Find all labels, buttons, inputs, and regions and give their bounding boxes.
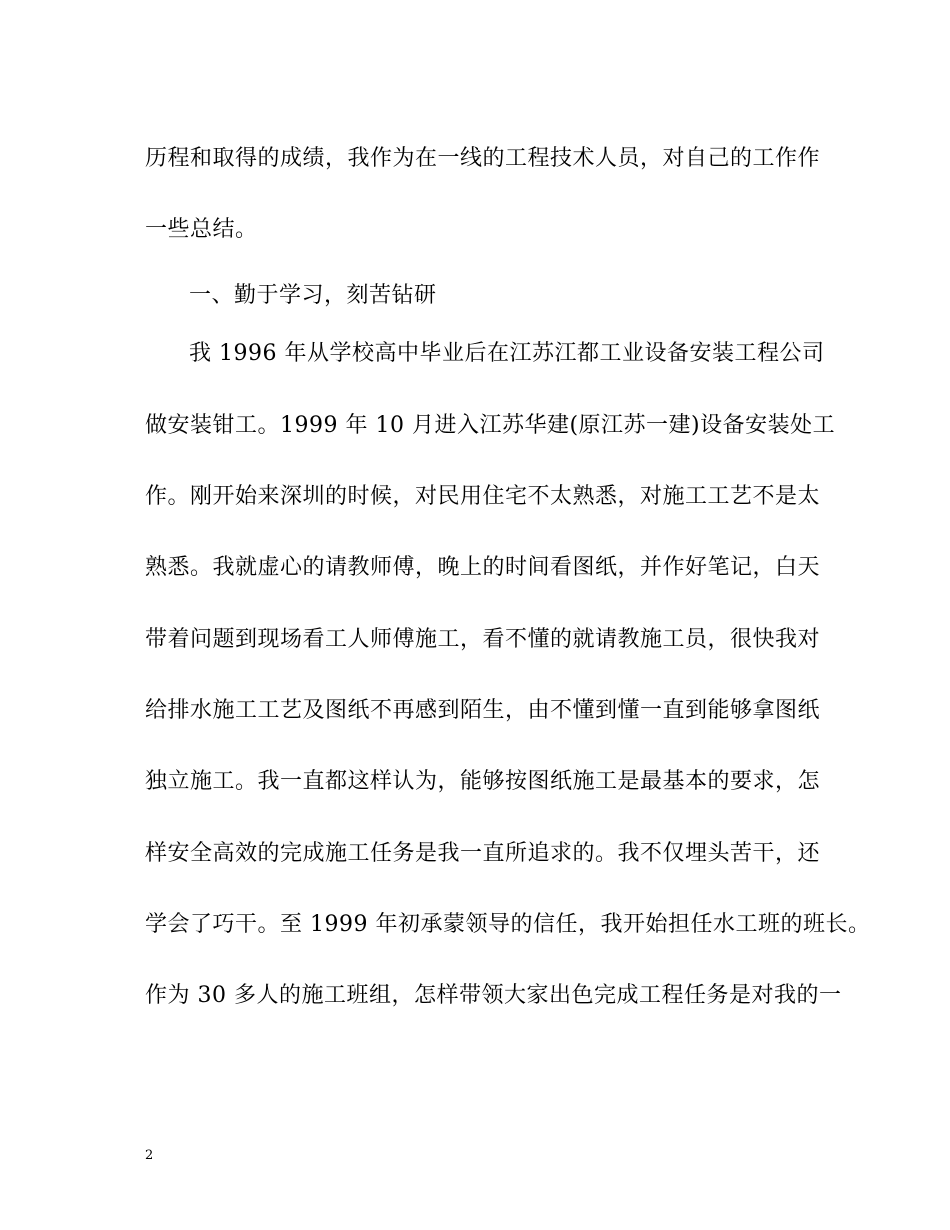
body-text-line: 历程和取得的成绩，我作为在一线的工程技术人员，对自己的工作作	[145, 146, 821, 171]
body-text-line: 作为 30 多人的施工班组，怎样带领大家出色完成工程任务是对我的一	[145, 983, 842, 1008]
body-text-line: 学会了巧干。至 1999 年初承蒙领导的信任，我开始担任水工班的班长。	[145, 912, 871, 937]
body-text-line: 作。刚开始来深圳的时候，对民用住宅不太熟悉，对施工工艺不是太	[145, 484, 821, 509]
body-text-line: 样安全高效的完成施工任务是我一直所追求的。我不仅埋头苦干，还	[145, 841, 821, 866]
body-text-line: 熟悉。我就虚心的请教师傅，晚上的时间看图纸，并作好笔记，白天	[145, 555, 821, 580]
body-text-line: 给排水施工工艺及图纸不再感到陌生，由不懂到懂一直到能够拿图纸	[145, 698, 821, 723]
body-text-line: 带着问题到现场看工人师傅施工，看不懂的就请教施工员，很快我对	[145, 627, 821, 652]
body-text-line: 独立施工。我一直都这样认为，能够按图纸施工是最基本的要求，怎	[145, 769, 821, 794]
body-text-line: 一些总结。	[145, 217, 258, 242]
section-heading: 一、勤于学习，刻苦钻研	[189, 283, 437, 308]
body-text-line: 做安装钳工。1999 年 10 月进入江苏华建(原江苏一建)设备安装处工	[145, 413, 836, 438]
page-number: 2	[145, 1148, 154, 1163]
body-text-line: 我 1996 年从学校高中毕业后在江苏江都工业设备安装工程公司	[189, 341, 825, 366]
